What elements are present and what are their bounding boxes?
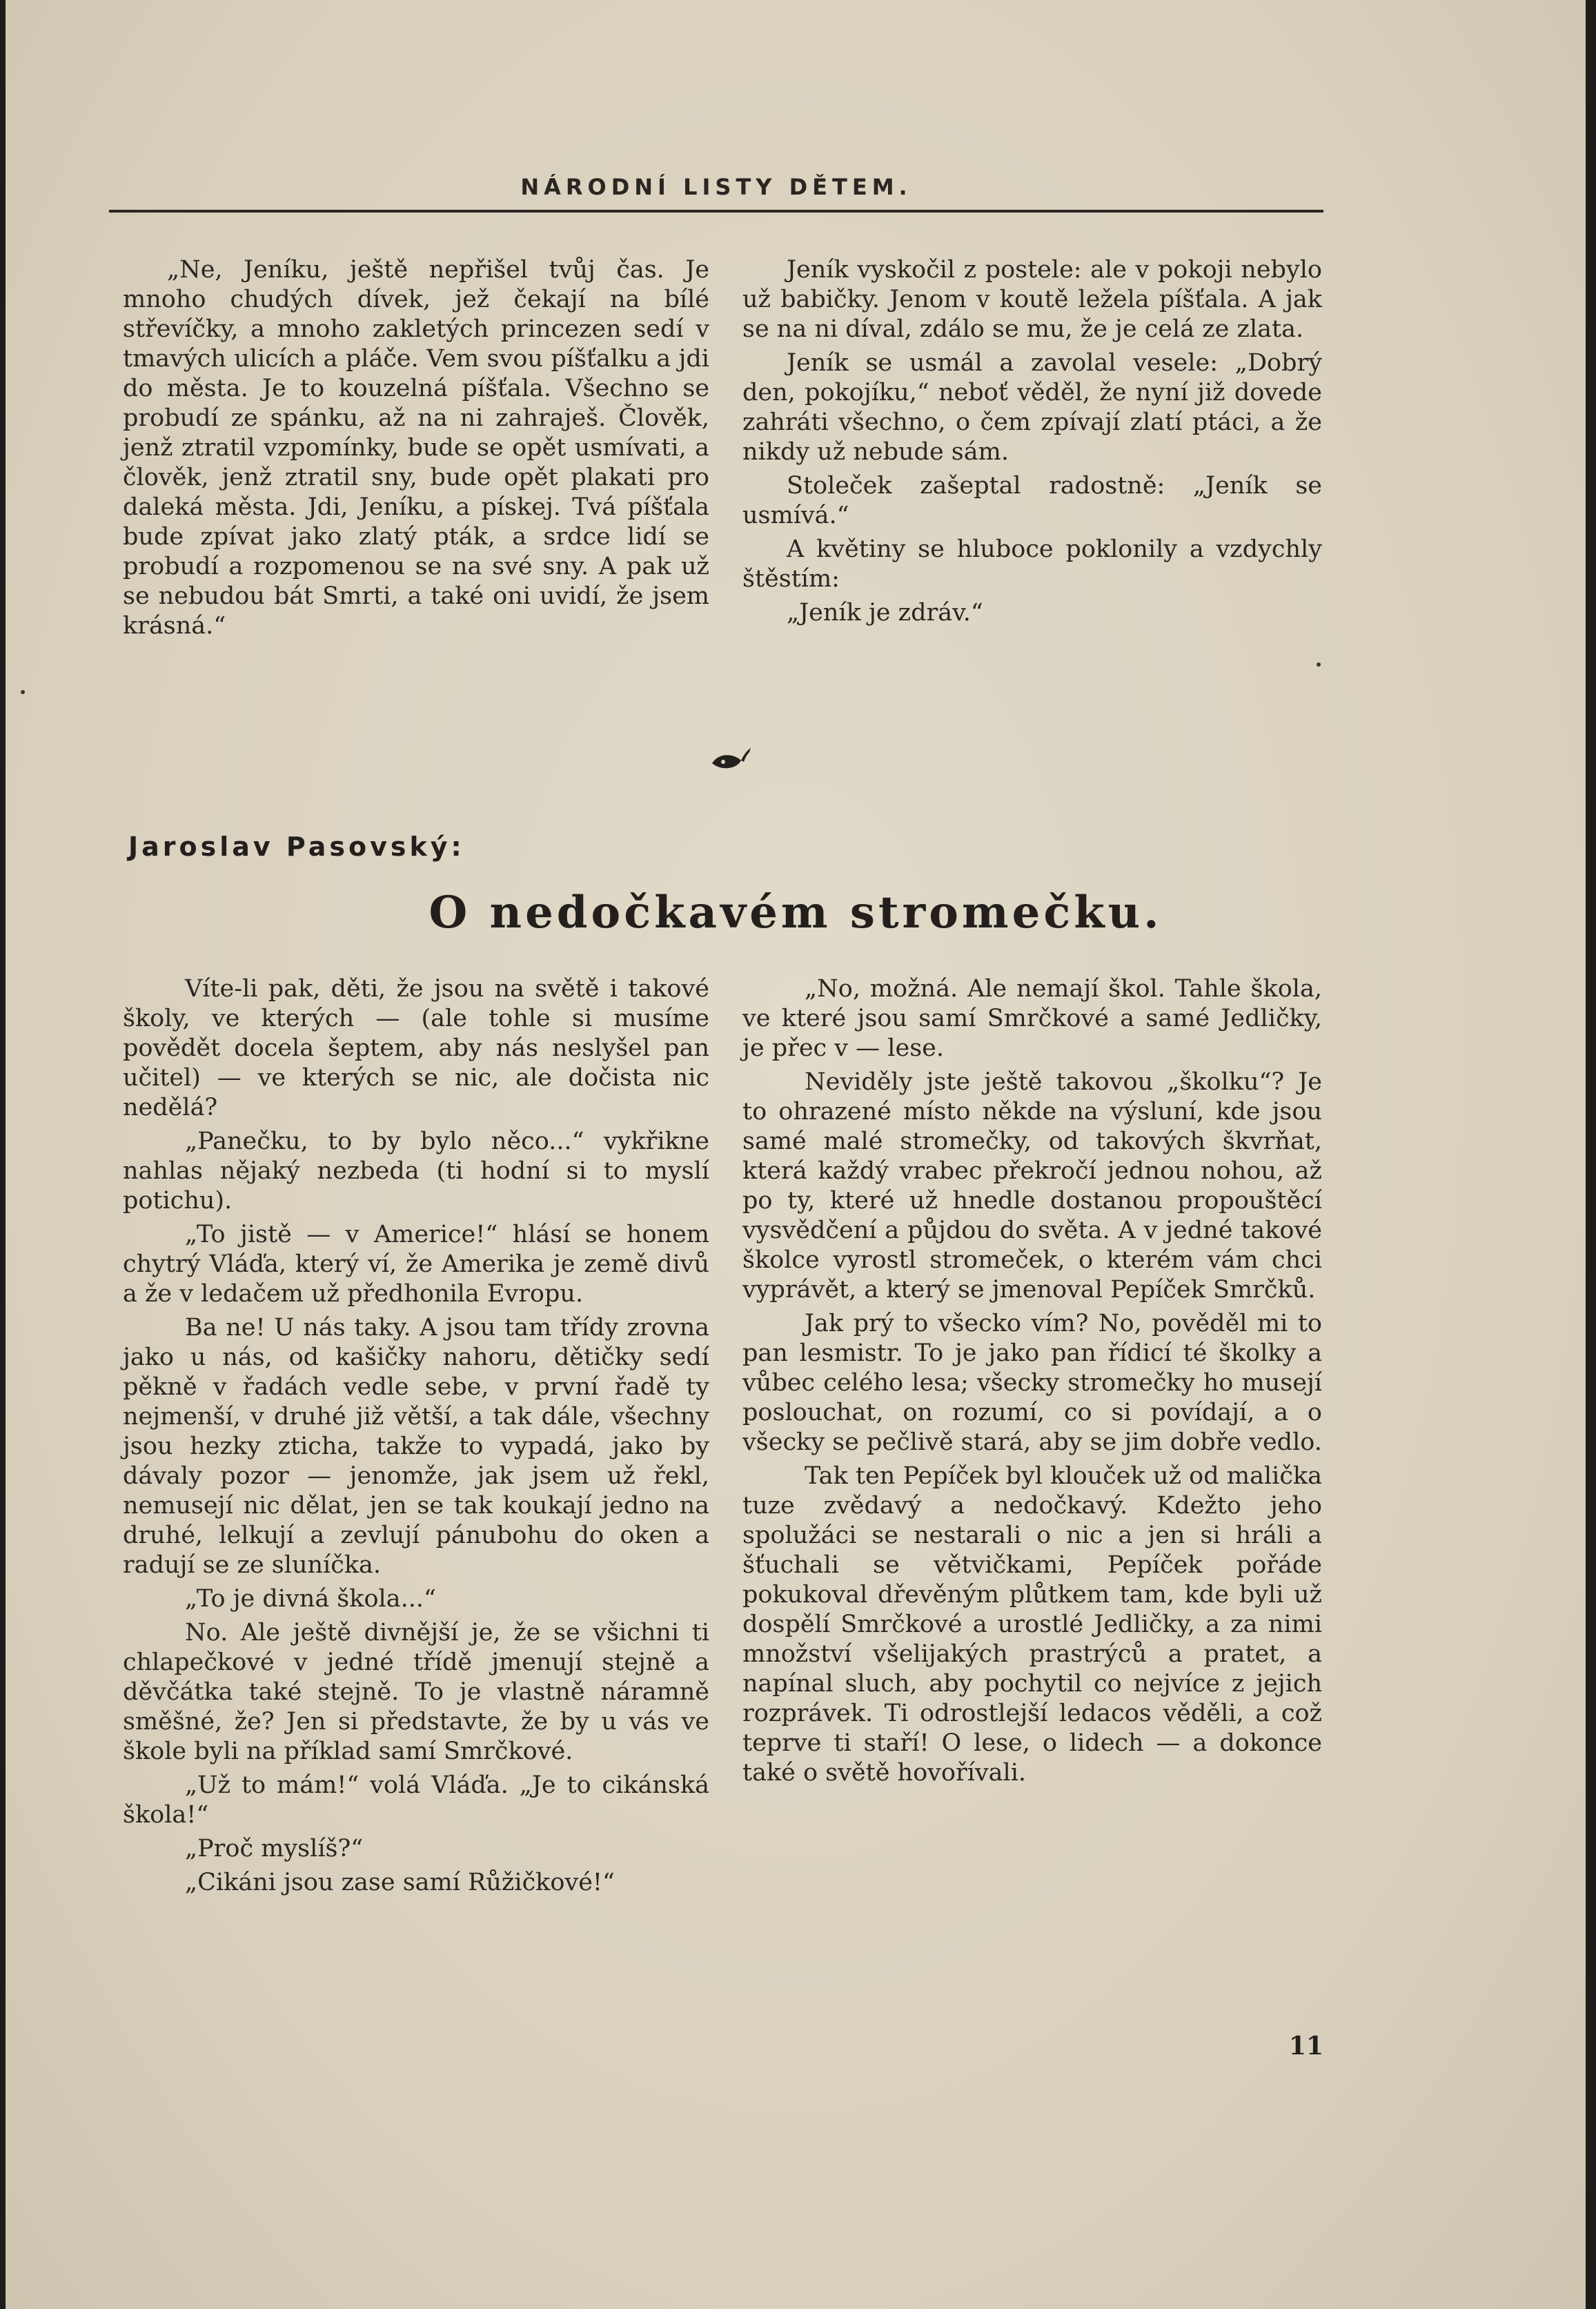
story-title: O nedočkavém stromečku. bbox=[428, 887, 1163, 939]
bottom-right-column bbox=[742, 974, 1322, 1792]
bottom-left-column bbox=[123, 974, 709, 1902]
paragraph: „Ne, Jeníku, ještě nepřišel tvůj čas. Je mnoho chudých dívek, jež čekají na bílé střevíčky, a mnoho zakletých princezen sedí v tmavých ulicích a pláče. Vem svou píšťalku a jdi do města. Je to kouzelná píšťala. Všechno se probudí ze spánku, až na ni zahraješ. Člověk, jenž ztratil vzpomínky, bude se opět usmívati, a člověk, jenž ztratil sny, bude opět plakati pro daleká města. Jdi, Jeníku, a pískej. Tvá píšťala bude zpívat jako zlatý pták, a srdce lidí se probudí a rozpomenou se na své sny. A pak už se nebudou bát Smrti, a také oni uvidí, že jsem krásná.“ bbox=[123, 256, 709, 640]
paragraph: „Panečku, to by bylo něco...“ vykřikne nahlas nějaký nezbeda (ti hodní si to myslí potichu). bbox=[123, 1128, 709, 1215]
paragraph: Ba ne! U nás taky. A jsou tam třídy zrovna jako u nás, od kašičky nahoru, dětičky sedí pěkně v řadách vedle sebe, v první řadě ty nejmenší, v druhé již větší, a tak dále, všechny jsou hezky zticha, takže to vypadá, jako by dávaly pozor — jenomže, jak jsem už řekl, nemusejí nic dělat, jen se tak koukají jedno na druhé, lelkují a zevlují pánubohu do oken a radují se ze sluníčka. bbox=[123, 1314, 709, 1579]
paragraph: „Proč myslíš?“ bbox=[185, 1835, 364, 1863]
page-header: NÁRODNÍ LISTY DĚTEM. bbox=[520, 174, 912, 200]
paragraph: „Cikáni jsou zase samí Růžičkové!“ bbox=[185, 1869, 615, 1896]
paragraph: „No, možná. Ale nemají škol. Tahle škola, ve které jsou samí Smrčkové a samé Jedličky, je přec v — lese. bbox=[742, 975, 1322, 1062]
paragraph: „To je divná škola...“ bbox=[185, 1585, 436, 1613]
paragraph: A květiny se hluboce poklonily a vzdychly štěstím: bbox=[742, 536, 1322, 593]
paragraph: Jeník vyskočil z postele: ale v pokoji nebylo už babičky. Jenom v koutě ležela píšťala. A jak se na ni díval, zdálo se mu, že je celá ze zlata. bbox=[742, 256, 1322, 343]
paragraph: „Už to mám!“ volá Vláďa. „Je to cikánská škola!“ bbox=[123, 1771, 709, 1829]
paragraph: Neviděly jste ještě takovou „školku“? Je to ohrazené místo někde na výsluní, kde jsou samé malé stromečky, od takových škvrňat, která každý vrabec překročí jednou nohou, až po ty, které už hnedle dostanou propouštěcí vysvědčení a půjdou do světa. A v jedné takové školce vyrostl stromeček, o kterém vám chci vyprávět, a který se jmenoval Pepíček Smrčků. bbox=[742, 1068, 1322, 1304]
paragraph: Jak prý to všecko vím? No, pověděl mi to pan lesmistr. To je jako pan řídicí té školky a vůbec celého lesa; všecky stromečky ho musejí poslouchat, on rozumí, co si povídají, a o všecky se pečlivě stará, aby se jim dobře vedlo. bbox=[742, 1310, 1322, 1456]
paragraph: Jeník se usmál a zavolal vesele: „Dobrý den, pokojíku,“ neboť věděl, že nyní již dovede zahráti všechno, o čem zpívají zlatí ptáci, a že nikdy už nebude sám. bbox=[742, 349, 1322, 466]
newspaper-page bbox=[6, 0, 1586, 2309]
print-speck bbox=[21, 690, 25, 694]
paragraph: Víte-li pak, děti, že jsou na světě i takové školy, ve kterých — (ale tohle si musíme povědět docela šeptem, aby nás neslyšel pan učitel) — ve kterých se nic, ale dočista nic nedělá? bbox=[123, 975, 709, 1121]
page-number: 11 bbox=[1288, 2032, 1323, 2061]
paragraph: Stoleček zašeptal radostně: „Jeník se usmívá.“ bbox=[742, 472, 1322, 529]
header-rule bbox=[109, 210, 1323, 213]
top-left-column bbox=[123, 255, 709, 645]
story-author: Jaroslav Pasovský: bbox=[128, 832, 465, 862]
leaf-ornament-icon bbox=[709, 745, 752, 776]
print-speck bbox=[1317, 662, 1321, 667]
paragraph: Tak ten Pepíček byl klouček už od malička tuze zvědavý a nedočkavý. Kdežto jeho spolužáci se nestarali o nic a jen si hráli a šťuchali se větvičkami, Pepíček pořáde pokukoval dřevěným plůtkem tam, kde byli už dospělí Smrčkové a urostlé Jedličky, a za nimi množství všelijakých prastrýců a pratet, a napínal sluch, aby pochytil co nejvíce z jejich rozprávek. Ti odrostlejší ledacos věděli, a což teprve ti staří! O lese, o lidech — a dokonce také o světě hovořívali. bbox=[742, 1462, 1322, 1787]
paragraph: No. Ale ještě divnější je, že se všichni ti chlapečkové v jedné třídě jmenují stejně a děvčátka také stejně. To je vlastně náramně směšné, že? Jen si představte, že by u vás ve škole byli na příklad samí Smrčkové. bbox=[123, 1619, 709, 1765]
paragraph: „To jistě — v Americe!“ hlásí se honem chytrý Vláďa, který ví, že Amerika je země divů a že v ledačem už předhonila Evropu. bbox=[123, 1221, 709, 1308]
top-right-column bbox=[742, 255, 1322, 632]
paragraph: „Jeník je zdráv.“ bbox=[787, 599, 983, 627]
